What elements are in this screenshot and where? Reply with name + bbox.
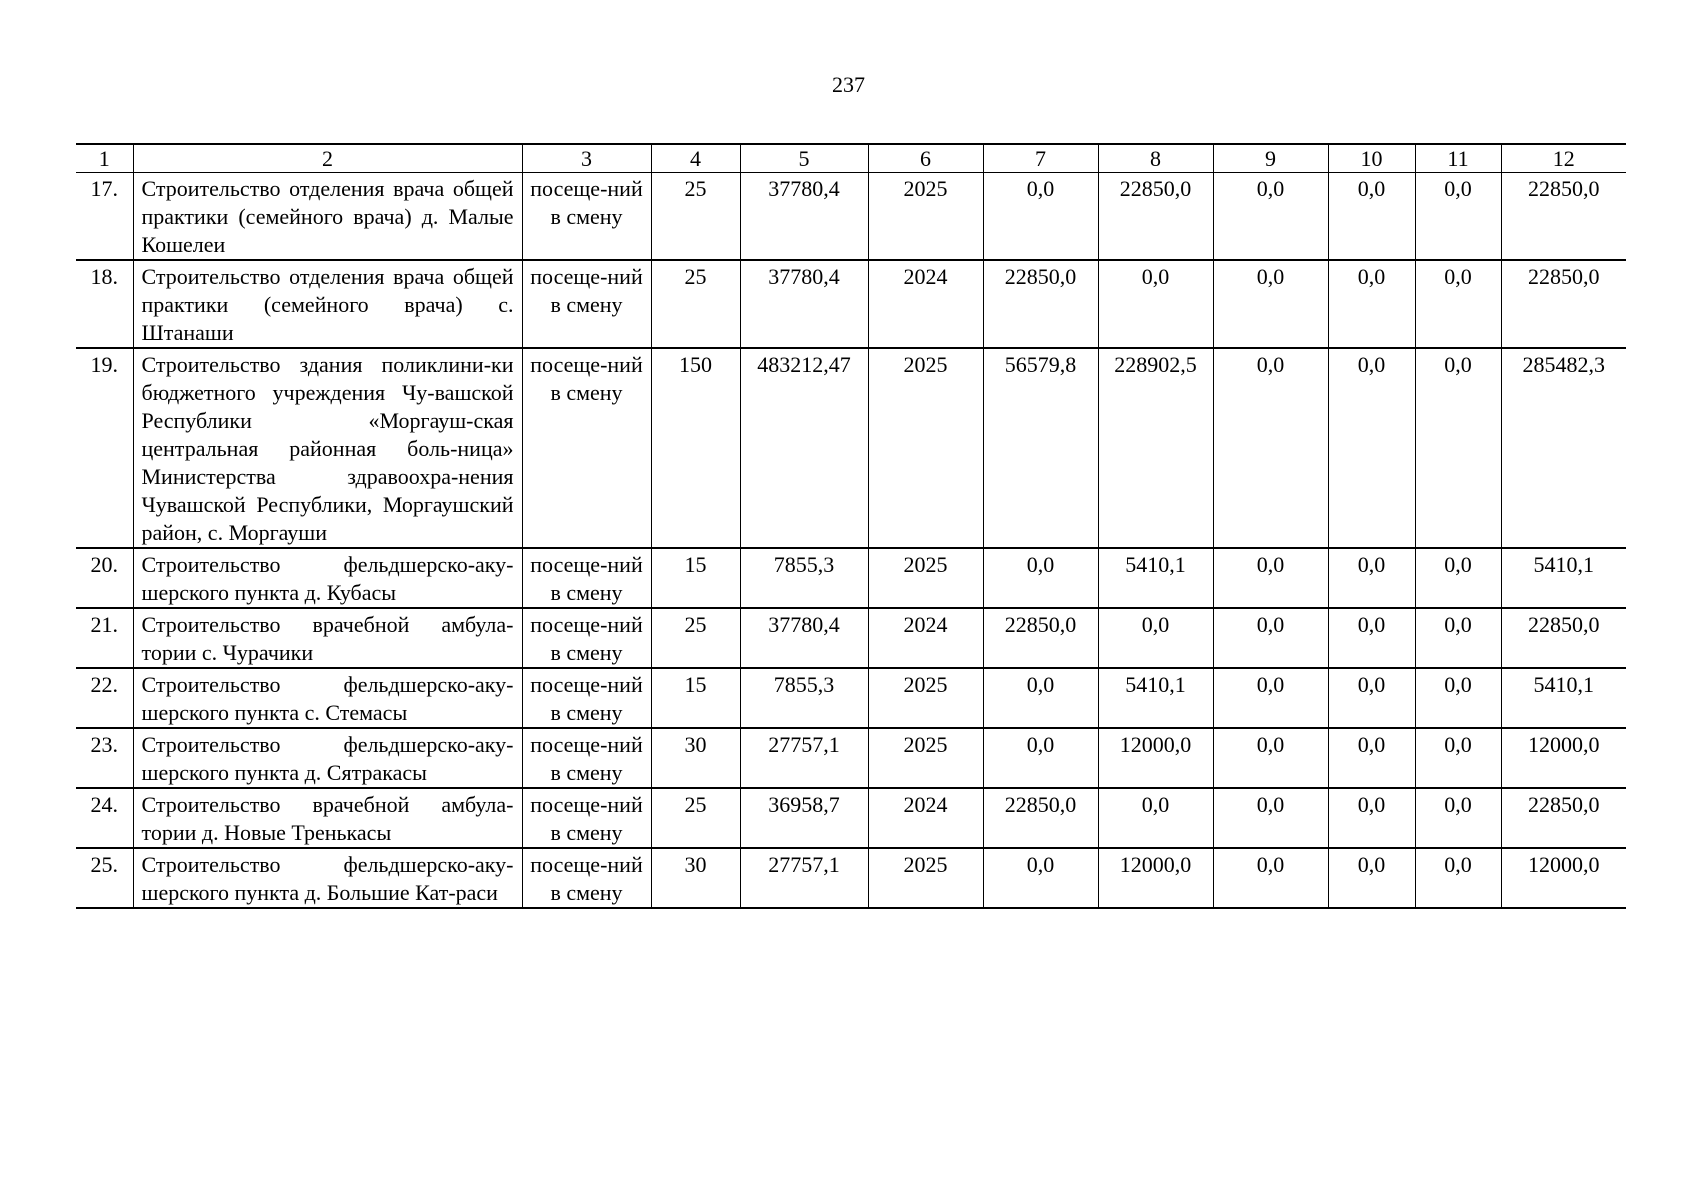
cell-amount-col-12: 22850,0 bbox=[1501, 608, 1626, 668]
column-header-7: 7 bbox=[983, 144, 1098, 173]
cell-amount-col-12: 12000,0 bbox=[1501, 848, 1626, 908]
cell-amount-col-10: 0,0 bbox=[1328, 728, 1415, 788]
column-header-3: 3 bbox=[522, 144, 651, 173]
cell-capacity: 25 bbox=[651, 173, 740, 261]
cell-amount-col-7: 0,0 bbox=[983, 668, 1098, 728]
cell-amount-col-10: 0,0 bbox=[1328, 608, 1415, 668]
cell-amount-col-8: 12000,0 bbox=[1098, 848, 1213, 908]
table-row bbox=[76, 260, 1626, 348]
cell-amount-col-12: 22850,0 bbox=[1501, 788, 1626, 848]
cell-amount-col-7: 0,0 bbox=[983, 173, 1098, 261]
cell-number: 22. bbox=[76, 668, 133, 728]
cell-amount-col-9: 0,0 bbox=[1213, 548, 1328, 608]
cell-unit: посеще-ний в смену bbox=[522, 848, 651, 908]
cell-unit: посеще-ний в смену bbox=[522, 608, 651, 668]
cell-completion-year: 2025 bbox=[868, 848, 983, 908]
page-number: 237 bbox=[832, 72, 865, 97]
cell-capacity: 30 bbox=[651, 728, 740, 788]
cell-amount-col-8: 5410,1 bbox=[1098, 668, 1213, 728]
cell-amount-col-11: 0,0 bbox=[1415, 173, 1501, 261]
table-row bbox=[76, 728, 1626, 788]
cell-completion-year: 2024 bbox=[868, 788, 983, 848]
cell-estimated-cost: 37780,4 bbox=[740, 173, 868, 261]
cell-amount-col-7: 56579,8 bbox=[983, 348, 1098, 548]
cell-completion-year: 2025 bbox=[868, 668, 983, 728]
cell-amount-col-10: 0,0 bbox=[1328, 348, 1415, 548]
column-header-10: 10 bbox=[1328, 144, 1415, 173]
cell-estimated-cost: 37780,4 bbox=[740, 260, 868, 348]
cell-amount-col-7: 22850,0 bbox=[983, 608, 1098, 668]
cell-description: Строительство врачебной амбула-тории д. Новые Тренькасы bbox=[133, 788, 522, 848]
cell-amount-col-10: 0,0 bbox=[1328, 173, 1415, 261]
cell-estimated-cost: 483212,47 bbox=[740, 348, 868, 548]
cell-description: Строительство фельдшерско-аку-шерского пункта д. Большие Кат-раси bbox=[133, 848, 522, 908]
table-row bbox=[76, 668, 1626, 728]
cell-number: 25. bbox=[76, 848, 133, 908]
table-row bbox=[76, 788, 1626, 848]
cell-completion-year: 2025 bbox=[868, 348, 983, 548]
cell-number: 24. bbox=[76, 788, 133, 848]
cell-amount-col-10: 0,0 bbox=[1328, 548, 1415, 608]
cell-amount-col-11: 0,0 bbox=[1415, 260, 1501, 348]
cell-amount-col-9: 0,0 bbox=[1213, 668, 1328, 728]
cell-capacity: 30 bbox=[651, 848, 740, 908]
cell-unit: посеще-ний в смену bbox=[522, 668, 651, 728]
cell-amount-col-8: 228902,5 bbox=[1098, 348, 1213, 548]
cell-capacity: 15 bbox=[651, 548, 740, 608]
cell-amount-col-10: 0,0 bbox=[1328, 788, 1415, 848]
column-header-12: 12 bbox=[1501, 144, 1626, 173]
cell-amount-col-9: 0,0 bbox=[1213, 728, 1328, 788]
cell-unit: посеще-ний в смену bbox=[522, 260, 651, 348]
cell-unit: посеще-ний в смену bbox=[522, 788, 651, 848]
cell-amount-col-8: 0,0 bbox=[1098, 608, 1213, 668]
cell-estimated-cost: 37780,4 bbox=[740, 608, 868, 668]
cell-amount-col-9: 0,0 bbox=[1213, 260, 1328, 348]
cell-number: 19. bbox=[76, 348, 133, 548]
cell-amount-col-11: 0,0 bbox=[1415, 668, 1501, 728]
cell-amount-col-11: 0,0 bbox=[1415, 348, 1501, 548]
cell-estimated-cost: 27757,1 bbox=[740, 728, 868, 788]
cell-amount-col-12: 285482,3 bbox=[1501, 348, 1626, 548]
column-header-4: 4 bbox=[651, 144, 740, 173]
cell-unit: посеще-ний в смену bbox=[522, 728, 651, 788]
table-header-row bbox=[76, 144, 1626, 173]
cell-description: Строительство отделения врача общей практики (семейного врача) с. Штанаши bbox=[133, 260, 522, 348]
cell-amount-col-9: 0,0 bbox=[1213, 608, 1328, 668]
table-row bbox=[76, 848, 1626, 908]
cell-capacity: 25 bbox=[651, 788, 740, 848]
cell-estimated-cost: 36958,7 bbox=[740, 788, 868, 848]
cell-description: Строительство врачебной амбула-тории с. Чурачики bbox=[133, 608, 522, 668]
cell-completion-year: 2025 bbox=[868, 548, 983, 608]
cell-amount-col-8: 0,0 bbox=[1098, 260, 1213, 348]
cell-number: 20. bbox=[76, 548, 133, 608]
cell-description: Строительство фельдшерско-аку-шерского пункта с. Стемасы bbox=[133, 668, 522, 728]
cell-unit: посеще-ний в смену bbox=[522, 173, 651, 261]
cell-description: Строительство отделения врача общей практики (семейного врача) д. Малые Кошелеи bbox=[133, 173, 522, 261]
cell-amount-col-11: 0,0 bbox=[1415, 548, 1501, 608]
table-row bbox=[76, 548, 1626, 608]
column-header-8: 8 bbox=[1098, 144, 1213, 173]
cell-completion-year: 2024 bbox=[868, 608, 983, 668]
cell-amount-col-7: 0,0 bbox=[983, 848, 1098, 908]
cell-capacity: 15 bbox=[651, 668, 740, 728]
cell-amount-col-10: 0,0 bbox=[1328, 848, 1415, 908]
cell-amount-col-9: 0,0 bbox=[1213, 848, 1328, 908]
cell-amount-col-12: 22850,0 bbox=[1501, 260, 1626, 348]
cell-amount-col-11: 0,0 bbox=[1415, 788, 1501, 848]
cell-amount-col-9: 0,0 bbox=[1213, 348, 1328, 548]
cell-amount-col-10: 0,0 bbox=[1328, 260, 1415, 348]
cell-description: Строительство здания поликлини-ки бюджетного учреждения Чу-вашской Республики «Моргауш-ская центральная районная боль-ница» Министерства здравоохра-нения Чувашской Республики, Моргаушский район, с. Моргауши bbox=[133, 348, 522, 548]
cell-unit: посеще-ний в смену bbox=[522, 348, 651, 548]
cell-completion-year: 2025 bbox=[868, 728, 983, 788]
cell-number: 17. bbox=[76, 173, 133, 261]
cell-amount-col-11: 0,0 bbox=[1415, 728, 1501, 788]
cell-amount-col-9: 0,0 bbox=[1213, 788, 1328, 848]
cell-amount-col-12: 5410,1 bbox=[1501, 668, 1626, 728]
cell-capacity: 25 bbox=[651, 608, 740, 668]
cell-amount-col-7: 22850,0 bbox=[983, 260, 1098, 348]
cell-amount-col-11: 0,0 bbox=[1415, 608, 1501, 668]
cell-amount-col-8: 22850,0 bbox=[1098, 173, 1213, 261]
cell-capacity: 25 bbox=[651, 260, 740, 348]
cell-completion-year: 2024 bbox=[868, 260, 983, 348]
cell-number: 23. bbox=[76, 728, 133, 788]
table-row bbox=[76, 348, 1626, 548]
cell-estimated-cost: 27757,1 bbox=[740, 848, 868, 908]
column-header-6: 6 bbox=[868, 144, 983, 173]
cell-amount-col-12: 22850,0 bbox=[1501, 173, 1626, 261]
data-table bbox=[76, 143, 1626, 909]
table-row bbox=[76, 173, 1626, 261]
cell-number: 21. bbox=[76, 608, 133, 668]
cell-estimated-cost: 7855,3 bbox=[740, 668, 868, 728]
cell-amount-col-7: 0,0 bbox=[983, 548, 1098, 608]
cell-amount-col-8: 5410,1 bbox=[1098, 548, 1213, 608]
column-header-2: 2 bbox=[133, 144, 522, 173]
cell-amount-col-9: 0,0 bbox=[1213, 173, 1328, 261]
cell-amount-col-11: 0,0 bbox=[1415, 848, 1501, 908]
column-header-5: 5 bbox=[740, 144, 868, 173]
cell-description: Строительство фельдшерско-аку-шерского пункта д. Сятракасы bbox=[133, 728, 522, 788]
cell-amount-col-12: 5410,1 bbox=[1501, 548, 1626, 608]
cell-amount-col-12: 12000,0 bbox=[1501, 728, 1626, 788]
cell-amount-col-7: 22850,0 bbox=[983, 788, 1098, 848]
cell-amount-col-10: 0,0 bbox=[1328, 668, 1415, 728]
cell-description: Строительство фельдшерско-аку-шерского пункта д. Кубасы bbox=[133, 548, 522, 608]
cell-amount-col-7: 0,0 bbox=[983, 728, 1098, 788]
cell-estimated-cost: 7855,3 bbox=[740, 548, 868, 608]
table-row bbox=[76, 608, 1626, 668]
cell-capacity: 150 bbox=[651, 348, 740, 548]
cell-unit: посеще-ний в смену bbox=[522, 548, 651, 608]
cell-completion-year: 2025 bbox=[868, 173, 983, 261]
cell-amount-col-8: 12000,0 bbox=[1098, 728, 1213, 788]
cell-number: 18. bbox=[76, 260, 133, 348]
table-body bbox=[76, 144, 1626, 908]
column-header-9: 9 bbox=[1213, 144, 1328, 173]
column-header-11: 11 bbox=[1415, 144, 1501, 173]
cell-amount-col-8: 0,0 bbox=[1098, 788, 1213, 848]
column-header-1: 1 bbox=[76, 144, 133, 173]
